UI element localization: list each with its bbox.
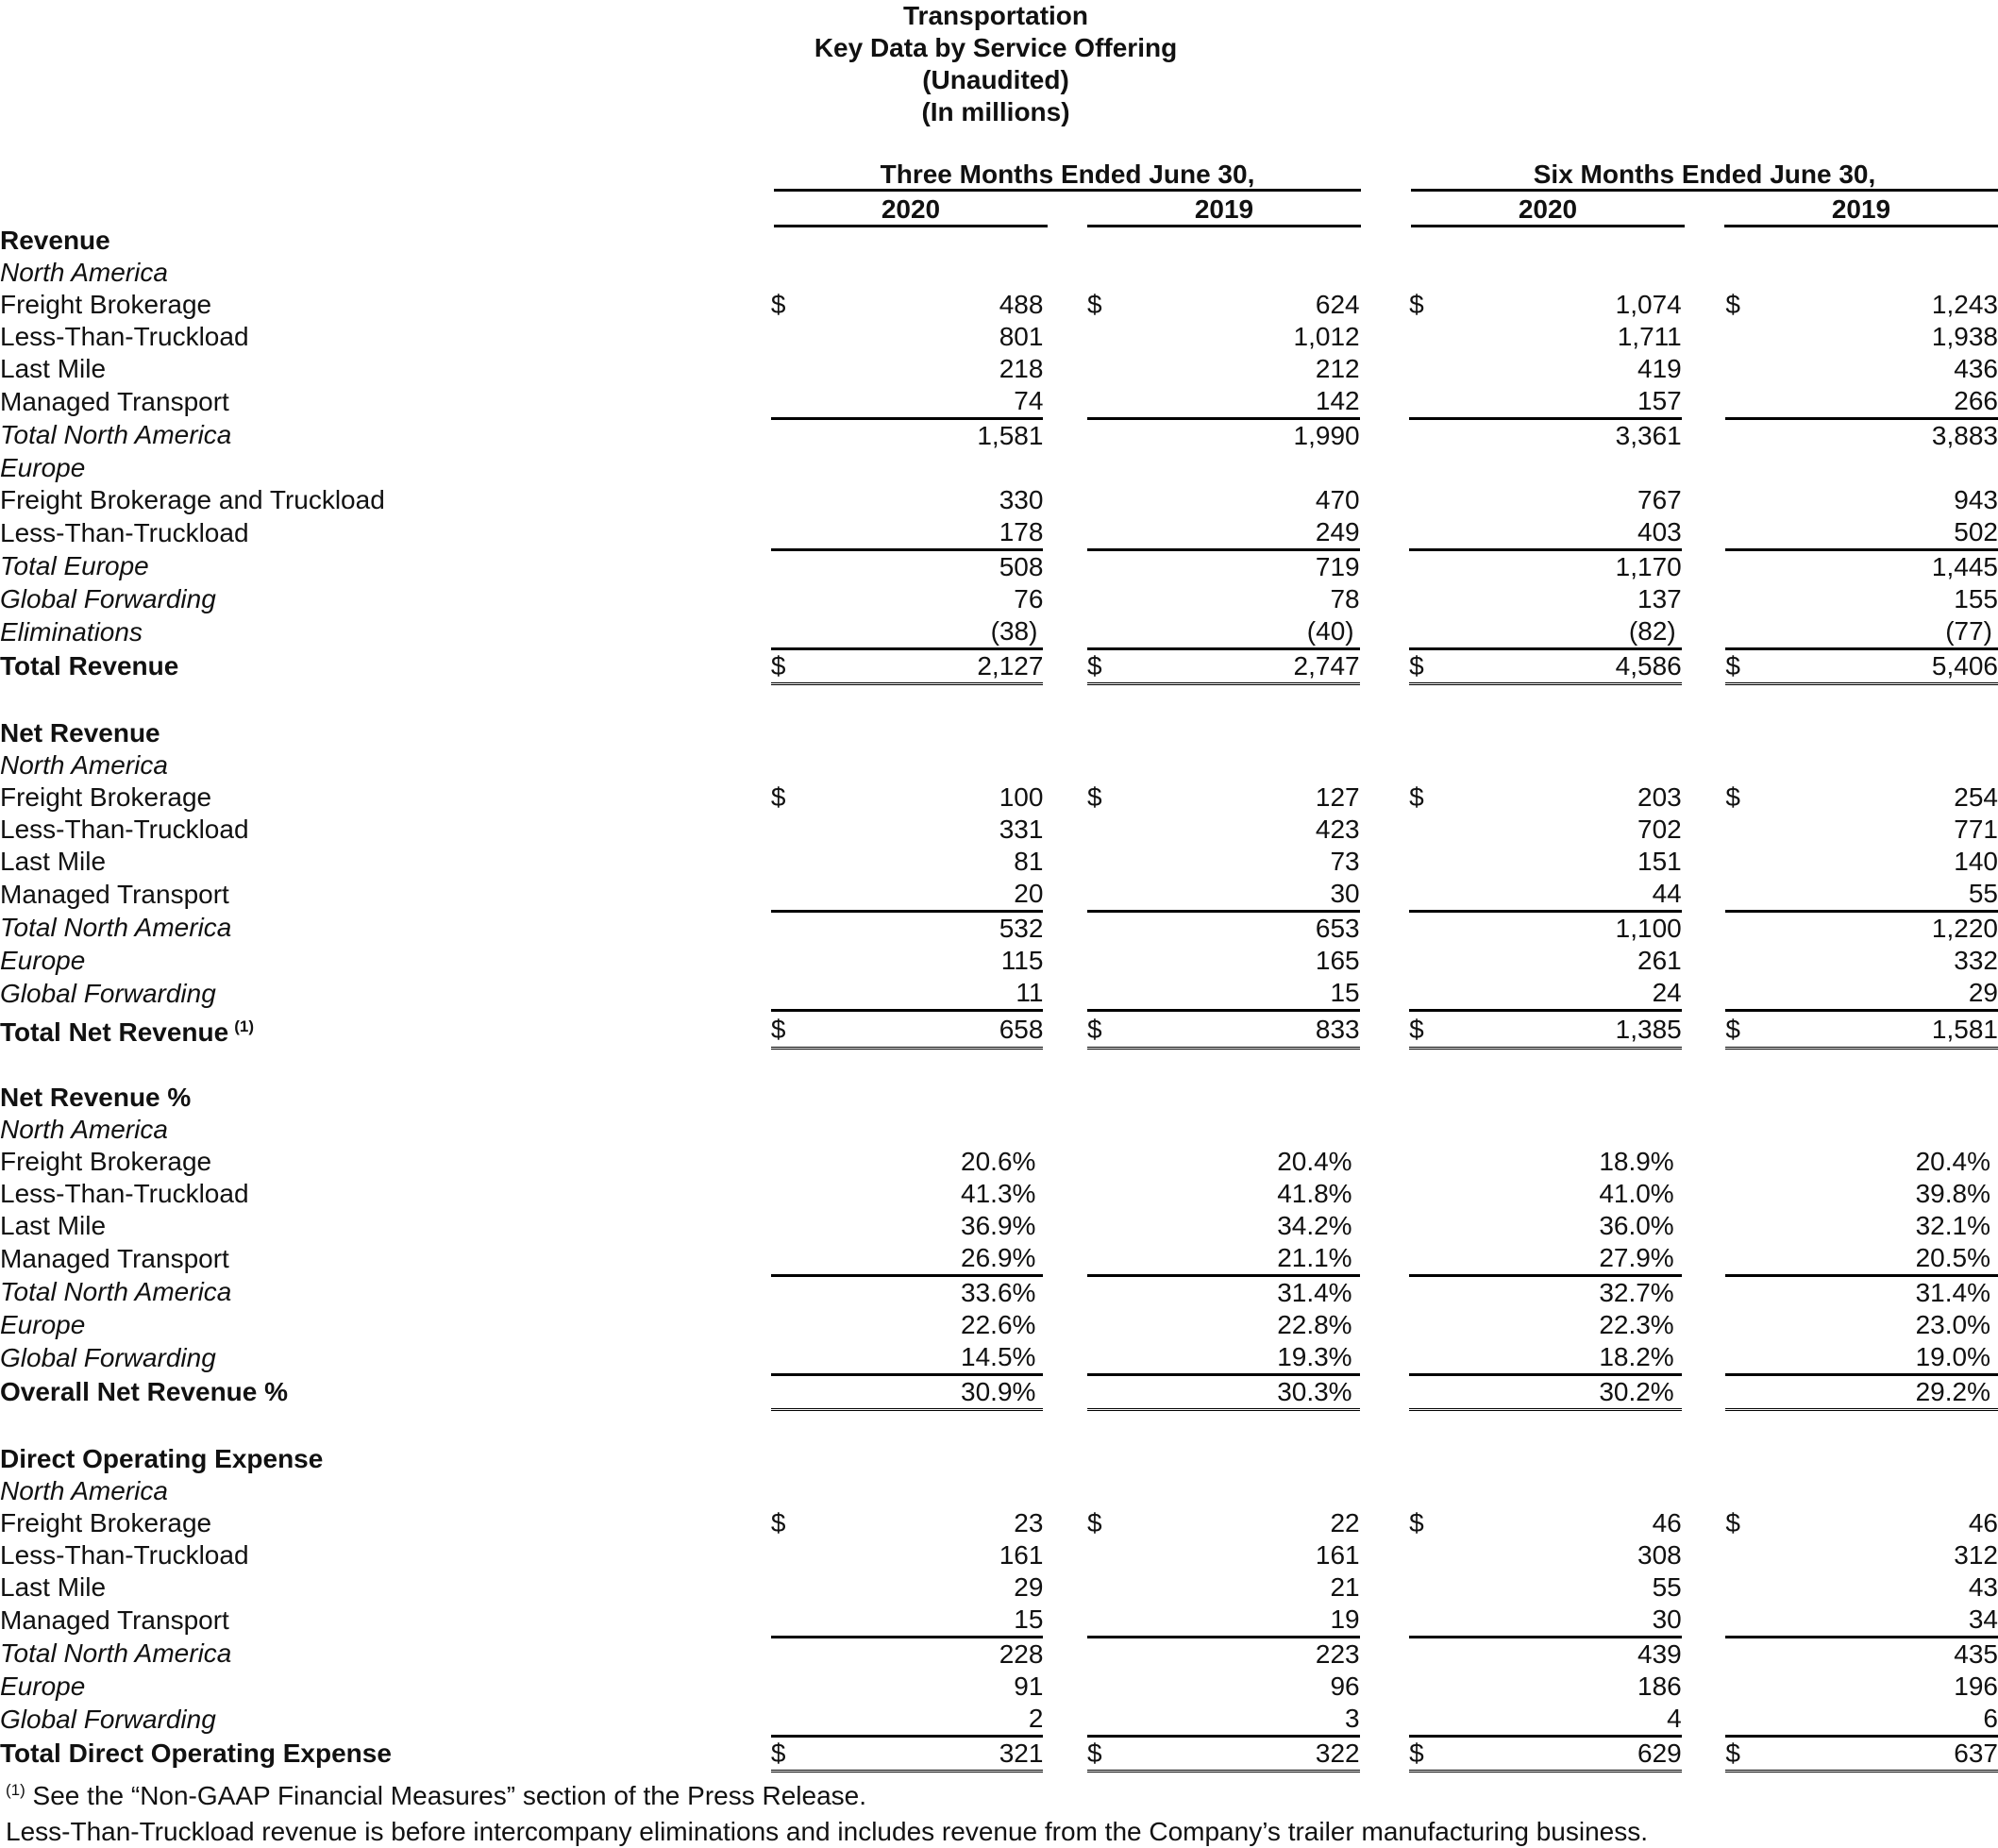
value-cell: 32.1% — [1915, 1211, 1990, 1240]
table-row — [0, 1341, 1998, 1375]
value-cell: 14.5% — [961, 1342, 1036, 1371]
value-cell: 142 — [1315, 386, 1360, 415]
value-cell: 218 — [999, 354, 1044, 383]
title-line-2: Key Data by Service Offering — [814, 33, 1178, 62]
value-cell: 653 — [1132, 912, 1360, 946]
table-row — [0, 1309, 1998, 1341]
value-cell: (82) — [1628, 616, 1676, 646]
subtotal-row — [0, 419, 1998, 453]
value-cell: 30.2% — [1453, 1375, 1682, 1410]
dollar-sign: $ — [1087, 649, 1132, 684]
section-header-row — [0, 717, 1998, 749]
subtotal-row — [0, 1638, 1998, 1672]
value-cell: 34.2% — [1277, 1211, 1352, 1240]
value-cell: 767 — [1637, 485, 1682, 514]
dollar-sign: $ — [1409, 1508, 1424, 1537]
subheader-row — [0, 257, 1998, 289]
table-row — [0, 1671, 1998, 1703]
year-header-3m-2020: 2020 — [774, 194, 1048, 227]
value-cell: 312 — [1954, 1540, 1998, 1570]
value-cell: 31.4% — [1132, 1276, 1360, 1310]
value-cell: 22.3% — [1599, 1310, 1674, 1339]
value-cell: 261 — [1637, 946, 1682, 975]
value-cell: 488 — [999, 290, 1044, 319]
row-label: Freight Brokerage — [0, 290, 212, 319]
value-cell: 27.9% — [1599, 1243, 1674, 1272]
value-cell: 15 — [1014, 1604, 1044, 1634]
footnote-1-text: See the “Non-GAAP Financial Measures” section of the Press Release. — [25, 1781, 867, 1810]
value-cell: (38) — [990, 616, 1038, 646]
row-label: Total Revenue — [0, 651, 179, 680]
value-cell: 41.8% — [1277, 1179, 1352, 1208]
value-cell: 39.8% — [1915, 1179, 1990, 1208]
value-cell: 115 — [1000, 946, 1044, 975]
value-cell: 1,170 — [1453, 550, 1682, 584]
value-cell: 1,581 — [1770, 1011, 1998, 1049]
value-cell: 46 — [1652, 1508, 1682, 1537]
value-cell: 702 — [1637, 815, 1682, 844]
row-label: Freight Brokerage — [0, 1147, 212, 1176]
value-cell: 29 — [1014, 1572, 1044, 1602]
value-cell: 771 — [1954, 815, 1998, 844]
row-label: Overall Net Revenue % — [0, 1377, 289, 1406]
table-row — [0, 846, 1998, 878]
table-row — [0, 1703, 1998, 1737]
row-label: Total Net Revenue — [0, 1016, 229, 1047]
value-cell: 20.5% — [1915, 1243, 1990, 1272]
dollar-sign: $ — [771, 649, 815, 684]
table-row — [0, 385, 1998, 419]
value-cell: 1,074 — [1615, 290, 1682, 319]
value-cell: 31.4% — [1770, 1276, 1998, 1310]
value-cell: 73 — [1330, 847, 1360, 876]
value-cell: 322 — [1132, 1737, 1360, 1772]
value-cell: 91 — [1014, 1672, 1044, 1701]
value-cell: 1,100 — [1453, 912, 1682, 946]
row-label: Freight Brokerage and Truckload — [0, 485, 385, 514]
value-cell: 254 — [1954, 782, 1998, 812]
value-cell: 22.6% — [961, 1310, 1036, 1339]
value-cell: 1,990 — [1132, 419, 1360, 453]
dollar-sign: $ — [1409, 290, 1424, 319]
value-cell: 29.2% — [1770, 1375, 1998, 1410]
value-cell: 43 — [1968, 1572, 1998, 1602]
revenue-eu-label: Europe — [0, 453, 86, 482]
value-cell: 470 — [1315, 485, 1360, 514]
value-cell: 151 — [1637, 847, 1682, 876]
table-row — [0, 615, 1998, 649]
subheader-row — [0, 452, 1998, 484]
value-cell: 308 — [1637, 1540, 1682, 1570]
value-cell: 155 — [1954, 584, 1998, 613]
table-row — [0, 1146, 1998, 1178]
value-cell: 196 — [1954, 1672, 1998, 1701]
row-label: Less-Than-Truckload — [0, 1179, 249, 1208]
table-row — [0, 353, 1998, 385]
header-six-months: Six Months Ended June 30, — [1533, 160, 1876, 189]
value-cell: 33.6% — [815, 1276, 1044, 1310]
value-cell: 21.1% — [1277, 1243, 1352, 1272]
row-label: Total North America — [0, 913, 232, 943]
value-cell: 629 — [1453, 1737, 1682, 1772]
footnote-marker: (1) — [234, 1016, 254, 1035]
row-label: Less-Than-Truckload — [0, 815, 249, 844]
value-cell: 29 — [1968, 978, 1998, 1007]
value-cell: 502 — [1954, 517, 1998, 546]
doe-title: Direct Operating Expense — [0, 1444, 324, 1473]
subheader-row — [0, 1114, 1998, 1146]
footnote-2: Less-Than-Truckload revenue is before intercompany eliminations and includes revenue from the Company’s trailer manufacturing business. — [6, 1817, 1648, 1846]
spacer-row — [0, 1410, 1998, 1444]
row-label: Last Mile — [0, 847, 107, 876]
value-cell: 3 — [1345, 1704, 1360, 1733]
dollar-sign: $ — [1409, 1737, 1453, 1772]
value-cell: 4,586 — [1453, 649, 1682, 684]
value-cell: 19.0% — [1915, 1342, 1990, 1371]
value-cell: 186 — [1637, 1672, 1682, 1701]
section-header-row — [0, 225, 1998, 257]
row-label: Global Forwarding — [0, 978, 216, 1008]
total-row — [0, 1737, 1998, 1772]
value-cell: 137 — [1637, 584, 1682, 613]
footnote-1-marker: (1) — [6, 1781, 25, 1799]
value-cell: 1,012 — [1293, 322, 1360, 351]
value-cell: 1,445 — [1770, 550, 1998, 584]
value-cell: 20.6% — [961, 1147, 1036, 1176]
table-row — [0, 977, 1998, 1011]
value-cell: (40) — [1306, 616, 1354, 646]
value-cell: 403 — [1637, 517, 1682, 546]
net-revenue-pct-na-label: North America — [0, 1115, 168, 1144]
value-cell: 30 — [1330, 879, 1360, 908]
row-label: Europe — [0, 1310, 86, 1339]
value-cell: 20.4% — [1915, 1147, 1990, 1176]
title-line-1: Transportation — [902, 1, 1088, 30]
dollar-sign: $ — [770, 290, 786, 319]
value-cell: 330 — [999, 485, 1044, 514]
value-cell: 21 — [1330, 1572, 1360, 1602]
table-row — [0, 1604, 1998, 1638]
value-cell: 127 — [1315, 782, 1360, 812]
value-cell: 30.9% — [815, 1375, 1044, 1410]
table-row — [0, 321, 1998, 353]
value-cell: 11 — [1016, 978, 1044, 1007]
value-cell: 100 — [999, 782, 1044, 812]
row-label: Europe — [0, 1672, 86, 1701]
value-cell: 266 — [1954, 386, 1998, 415]
dollar-sign: $ — [1087, 290, 1102, 319]
row-label: Global Forwarding — [0, 584, 216, 613]
subheader-row — [0, 1475, 1998, 1507]
spacer-row — [0, 684, 1998, 718]
value-cell: 140 — [1954, 847, 1998, 876]
value-cell: 18.2% — [1599, 1342, 1674, 1371]
value-cell: 3,883 — [1770, 419, 1998, 453]
value-cell: 44 — [1652, 879, 1682, 908]
value-cell: 423 — [1315, 815, 1360, 844]
value-cell: 96 — [1330, 1672, 1360, 1701]
table-row — [0, 516, 1998, 550]
value-cell: 74 — [1014, 386, 1044, 415]
table-row — [0, 484, 1998, 516]
dollar-sign: $ — [1409, 1011, 1453, 1049]
value-cell: 624 — [1315, 290, 1360, 319]
table-row — [0, 814, 1998, 846]
header-three-months: Three Months Ended June 30, — [880, 160, 1255, 189]
net-revenue-pct-title: Net Revenue % — [0, 1083, 192, 1112]
row-label: Last Mile — [0, 1572, 107, 1602]
table-row — [0, 1242, 1998, 1276]
dollar-sign: $ — [1409, 649, 1453, 684]
value-cell: 249 — [1315, 517, 1360, 546]
value-cell: (77) — [1945, 616, 1992, 646]
subtotal-row — [0, 550, 1998, 584]
dollar-sign: $ — [1087, 1011, 1132, 1049]
subtotal-row — [0, 1276, 1998, 1310]
value-cell: 19 — [1330, 1604, 1360, 1634]
value-cell: 943 — [1954, 485, 1998, 514]
value-cell: 55 — [1968, 879, 1998, 908]
value-cell: 178 — [999, 517, 1044, 546]
table-row — [0, 1571, 1998, 1604]
dollar-sign: $ — [771, 1011, 815, 1049]
value-cell: 22.8% — [1277, 1310, 1352, 1339]
value-cell: 1,581 — [815, 419, 1044, 453]
value-cell: 157 — [1637, 386, 1682, 415]
header-rule-six-months — [1411, 189, 1998, 192]
year-header-6m-2019: 2019 — [1724, 194, 1998, 227]
value-cell: 23 — [1014, 1508, 1044, 1537]
dollar-sign: $ — [1725, 290, 1740, 319]
value-cell: 55 — [1652, 1572, 1682, 1602]
value-cell: 331 — [999, 815, 1044, 844]
section-header-row — [0, 1443, 1998, 1475]
value-cell: 15 — [1330, 978, 1360, 1007]
value-cell: 36.9% — [961, 1211, 1036, 1240]
key-data-table — [0, 225, 1998, 1772]
row-label: Last Mile — [0, 1211, 107, 1240]
row-label: Managed Transport — [0, 1243, 229, 1273]
value-cell: 4 — [1667, 1704, 1682, 1733]
row-label: Europe — [0, 946, 86, 975]
dollar-sign: $ — [1725, 1508, 1740, 1537]
title-line-3: (Unaudited) — [922, 65, 1069, 94]
value-cell: 41.0% — [1599, 1179, 1674, 1208]
value-cell: 26.9% — [961, 1243, 1036, 1272]
spacer-row — [0, 1049, 1998, 1083]
value-cell: 3,361 — [1453, 419, 1682, 453]
row-label: Less-Than-Truckload — [0, 517, 249, 547]
dollar-sign: $ — [1409, 782, 1424, 812]
value-cell: 165 — [1315, 946, 1360, 975]
row-label: Global Forwarding — [0, 1342, 216, 1372]
table-row — [0, 1178, 1998, 1210]
value-cell: 2,127 — [815, 649, 1044, 684]
section-header-row — [0, 1082, 1998, 1114]
value-cell: 658 — [815, 1011, 1044, 1049]
net-revenue-title: Net Revenue — [0, 718, 160, 748]
table-row — [0, 1210, 1998, 1242]
value-cell: 36.0% — [1599, 1211, 1674, 1240]
value-cell: 22 — [1330, 1508, 1360, 1537]
value-cell: 1,938 — [1931, 322, 1998, 351]
value-cell: 419 — [1637, 354, 1682, 383]
value-cell: 161 — [999, 1540, 1044, 1570]
row-label: Total Europe — [0, 551, 149, 581]
value-cell: 1,243 — [1931, 290, 1998, 319]
dollar-sign: $ — [1725, 1011, 1770, 1049]
value-cell: 637 — [1770, 1737, 1998, 1772]
dollar-sign: $ — [770, 782, 786, 812]
dollar-sign: $ — [771, 1737, 815, 1772]
total-row — [0, 1375, 1998, 1410]
row-label: Managed Transport — [0, 386, 229, 416]
net-revenue-na-label: North America — [0, 750, 168, 780]
value-cell: 1,385 — [1453, 1011, 1682, 1049]
row-label: Global Forwarding — [0, 1704, 216, 1734]
table-row — [0, 289, 1998, 321]
total-row — [0, 649, 1998, 684]
table-row — [0, 1507, 1998, 1539]
row-label: Less-Than-Truckload — [0, 322, 249, 351]
value-cell: 719 — [1132, 550, 1360, 584]
table-row — [0, 878, 1998, 912]
value-cell: 19.3% — [1277, 1342, 1352, 1371]
value-cell: 34 — [1968, 1604, 1998, 1634]
row-label: Total North America — [0, 1277, 232, 1307]
value-cell: 1,711 — [1617, 322, 1682, 351]
value-cell: 508 — [815, 550, 1044, 584]
value-cell: 32.7% — [1453, 1276, 1682, 1310]
value-cell: 228 — [815, 1638, 1044, 1672]
value-cell: 435 — [1770, 1638, 1998, 1672]
value-cell: 20 — [1014, 879, 1044, 908]
revenue-title: Revenue — [0, 226, 110, 255]
row-label: Eliminations — [0, 616, 143, 647]
dollar-sign: $ — [1087, 782, 1102, 812]
dollar-sign: $ — [1087, 1508, 1102, 1537]
report-title — [491, 0, 1501, 128]
total-row — [0, 1011, 1998, 1049]
dollar-sign: $ — [770, 1508, 786, 1537]
value-cell: 439 — [1453, 1638, 1682, 1672]
value-cell: 24 — [1652, 978, 1682, 1007]
value-cell: 2 — [1028, 1704, 1044, 1733]
year-header-6m-2020: 2020 — [1411, 194, 1685, 227]
value-cell: 332 — [1954, 946, 1998, 975]
value-cell: 81 — [1014, 847, 1044, 876]
value-cell: 212 — [1315, 354, 1360, 383]
row-label: Freight Brokerage — [0, 782, 212, 812]
value-cell: 78 — [1330, 584, 1360, 613]
row-label: Managed Transport — [0, 1604, 229, 1635]
value-cell: 2,747 — [1132, 649, 1360, 684]
value-cell: 30 — [1652, 1604, 1682, 1634]
table-row — [0, 583, 1998, 615]
value-cell: 5,406 — [1770, 649, 1998, 684]
header-rule-three-months — [774, 189, 1361, 192]
dollar-sign: $ — [1725, 649, 1770, 684]
value-cell: 23.0% — [1915, 1310, 1990, 1339]
value-cell: 532 — [815, 912, 1044, 946]
value-cell: 223 — [1132, 1638, 1360, 1672]
table-row — [0, 781, 1998, 814]
table-row — [0, 945, 1998, 977]
value-cell: 161 — [1315, 1540, 1360, 1570]
row-label: Freight Brokerage — [0, 1508, 212, 1537]
value-cell: 30.3% — [1132, 1375, 1360, 1410]
value-cell: 41.3% — [961, 1179, 1036, 1208]
subtotal-row — [0, 912, 1998, 946]
row-label-cell — [0, 1011, 771, 1049]
doe-na-label: North America — [0, 1476, 168, 1505]
value-cell: 321 — [815, 1737, 1044, 1772]
subheader-row — [0, 749, 1998, 781]
year-header-3m-2019: 2019 — [1087, 194, 1361, 227]
footnote-1 — [6, 1774, 866, 1812]
value-cell: 833 — [1132, 1011, 1360, 1049]
row-label: Total Direct Operating Expense — [0, 1739, 392, 1768]
row-label: Last Mile — [0, 354, 107, 383]
value-cell: 20.4% — [1277, 1147, 1352, 1176]
value-cell: 76 — [1014, 584, 1044, 613]
row-label: Total North America — [0, 420, 232, 450]
row-label: Managed Transport — [0, 879, 229, 909]
revenue-na-label: North America — [0, 258, 168, 287]
value-cell: 203 — [1637, 782, 1682, 812]
value-cell: 1,220 — [1770, 912, 1998, 946]
dollar-sign: $ — [1087, 1737, 1132, 1772]
value-cell: 46 — [1968, 1508, 1998, 1537]
value-cell: 436 — [1954, 354, 1998, 383]
row-label: Less-Than-Truckload — [0, 1540, 249, 1570]
row-label: Total North America — [0, 1638, 232, 1669]
dollar-sign: $ — [1725, 782, 1740, 812]
value-cell: 18.9% — [1599, 1147, 1674, 1176]
dollar-sign: $ — [1725, 1737, 1770, 1772]
table-row — [0, 1539, 1998, 1571]
value-cell: 801 — [999, 322, 1044, 351]
value-cell: 6 — [1983, 1704, 1998, 1733]
title-line-4: (In millions) — [921, 97, 1070, 126]
